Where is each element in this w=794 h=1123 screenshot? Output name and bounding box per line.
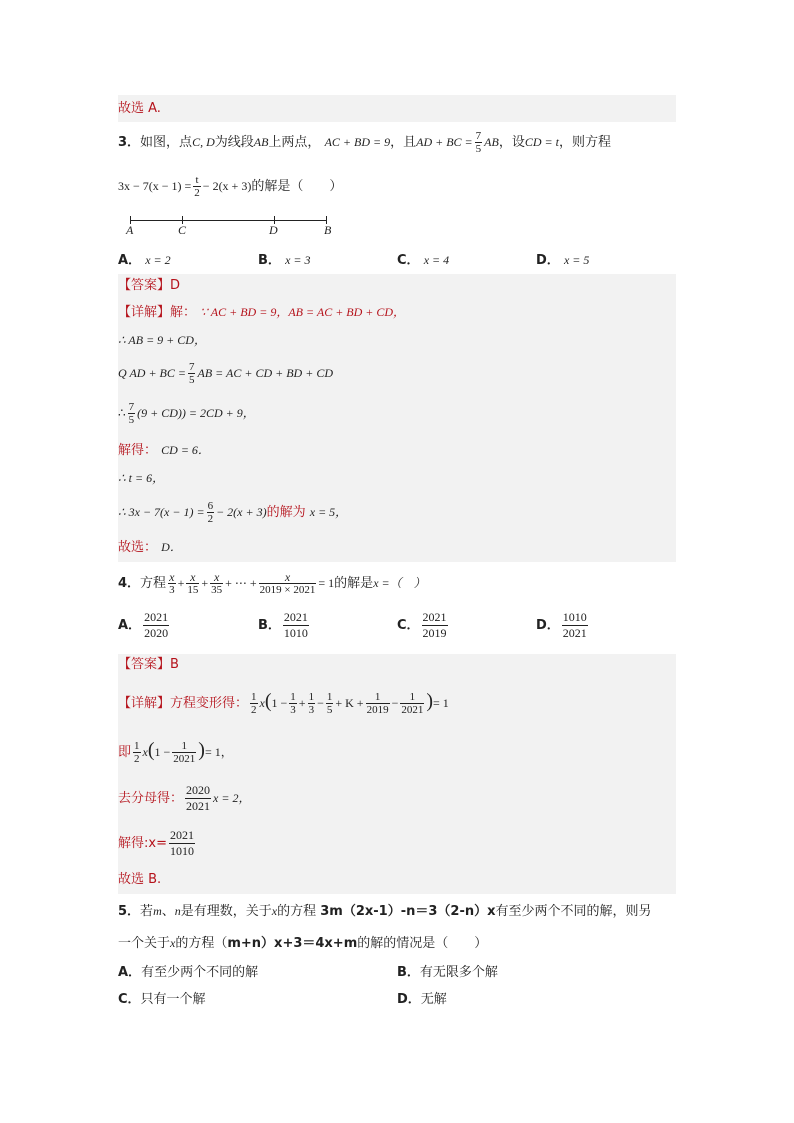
q4-answer: 【答案】B [118,657,179,672]
q3-detail-5: 解得： CD = 6． [118,443,210,458]
q3-detail-1: 【详解】解： ∵ AC + BD = 9，AB = AC + BD + CD， [118,305,406,320]
q5-stem-line-1: 5．若m、n是有理数，关于x的方程 3m（2x-1）-n＝3（2-n）x有至少两个不同的解，则另 [118,904,652,919]
q3-equation: 3x − 7(x − 1) = $\frac{t}{2}$ − 2(x + 3)的解是（ ） [118,174,343,199]
question-number: 4． [118,576,141,591]
fraction: $\frac{1}{3}$ [308,691,315,716]
q3-stem: 3．如图，点C, D为线段AB上两点， AC + BD = 9，且AD + BC = $\frac{7}{5}$ AB，设CD = t，则方程 [118,130,611,155]
q3-option-b[interactable]: B． x = 3 [258,253,311,268]
q2-conclusion: 故选 A. [118,95,676,122]
fraction: $\frac{1}{2}$ [134,740,140,765]
q5-option-c[interactable]: C．只有一个解 [118,992,206,1007]
segment-line [130,220,326,221]
fraction: $\frac{1010}{2021}$ [562,610,587,640]
label-a: A [126,223,134,237]
q4-stem: 4．方程 $\frac{x}{3}$ + $\frac{x}{15}$ + $\frac{x}{35}$ + ⋯ + $\frac{x}{2019 \times 2021}$ = 1的解是x =（ ） [118,570,426,596]
q4-option-b[interactable]: B． $\frac{2021}{1010}$ [258,610,308,640]
fraction: $\frac{x}{15}$ [187,570,199,596]
label-c: C [178,223,187,237]
q3-answer: 【答案】D [118,278,181,293]
fraction: $\frac{2021}{2019}$ [422,610,447,640]
q3-option-c[interactable]: C． x = 4 [397,253,450,268]
question-number: 5． [118,904,141,919]
q4-conclusion: 故选 B. [118,872,162,887]
fraction: $\frac{7}{5}$ [128,401,135,426]
label-b: B [324,223,332,237]
q4-detail-3: 去分母得： $\frac{2020}{2021}$ x = 2， [118,783,251,813]
fraction: $\frac{2021}{1010}$ [283,610,308,640]
fraction: $\frac{1}{3}$ [290,691,296,716]
fraction: $\frac{1}{2021}$ [173,740,196,765]
q5-option-a[interactable]: A．有至少两个不同的解 [118,965,259,980]
fraction: $\frac{x}{35}$ [211,570,223,596]
q3-option-d[interactable]: D． x = 5 [536,253,590,268]
question-number: 3． [118,135,141,150]
q4-option-c[interactable]: C． $\frac{2021}{2019}$ [397,610,447,640]
fraction: $\frac{t}{2}$ [194,174,200,199]
q4-detail-2: 即 $\frac{1}{2}$ x(1 − $\frac{1}{2021}$ )= 1， [118,739,233,765]
fraction: $\frac{2020}{2021}$ [186,783,211,813]
q4-option-d[interactable]: D． $\frac{1010}{2021}$ [536,610,587,640]
q3-detail-4: ∴ $\frac{7}{5}$ (9 + CD)) = 2CD + 9， [118,401,255,426]
q3-detail-3: Q AD + BC = $\frac{7}{5}$ AB = AC + CD + BD + CD [118,361,333,386]
fraction: $\frac{x}{3}$ [169,570,175,596]
fraction: $\frac{1}{2019}$ [366,691,389,716]
q4-detail-1: 【详解】方程变形得： $\frac{1}{2}$ x(1 − $\frac{1}{3}$ + $\frac{1}{3}$ − $\frac{1}{5}$ + K + $\frac{1}{2019}$ − $\frac{1}{2021}$ )= 1 [118,690,449,716]
segment-diagram [118,212,358,242]
q4-detail-4: 解得:x= $\frac{2021}{1010}$ [118,828,194,858]
fraction: $\frac{2021}{1010}$ [169,828,194,858]
fraction: $\frac{7}{5}$ [188,361,195,386]
fraction: $\frac{2021}{2020}$ [144,610,169,640]
q5-stem-line-2: 一个关于x的方程（m+n）x+3＝4x+m的解的情况是（ ） [118,936,488,951]
fraction: $\frac{1}{2021}$ [401,691,424,716]
q5-option-b[interactable]: B．有无限多个解 [397,965,498,980]
q3-detail-2: ∴ AB = 9 + CD， [118,333,206,347]
fraction: $\frac{1}{5}$ [326,691,333,716]
q4-option-a[interactable]: A． $\frac{2021}{2020}$ [118,610,169,640]
fraction: $\frac{6}{2}$ [207,500,214,525]
q3-conclusion: 故选： D． [118,540,182,555]
label-d: D [269,223,278,237]
fraction: $\frac{1}{2}$ [251,691,257,716]
fraction: $\frac{7}{5}$ [475,130,482,155]
q3-option-a[interactable]: A． x = 2 [118,253,171,268]
q3-detail-6: ∴ t = 6， [118,471,165,485]
q3-detail-7: ∴ 3x − 7(x − 1) = $\frac{6}{2}$ − 2(x + 3)的解为 x = 5， [118,500,348,525]
fraction: $\frac{x}{2019 \times 2021}$ [259,570,316,596]
q5-option-d[interactable]: D．无解 [397,992,447,1007]
